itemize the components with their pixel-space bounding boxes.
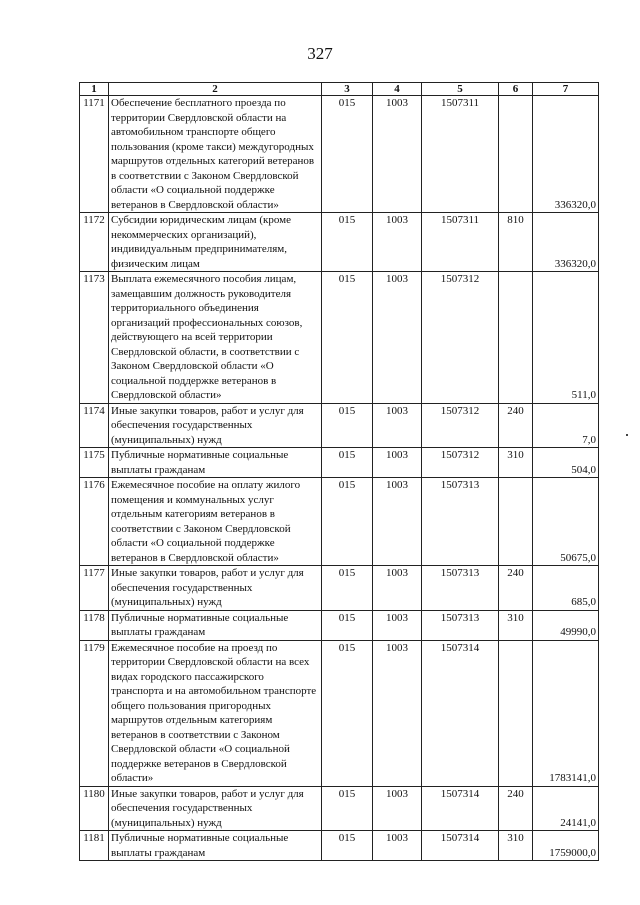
row-col-6: 810 — [499, 213, 533, 272]
table-row — [80, 448, 599, 478]
row-number: 1181 — [80, 831, 109, 861]
row-col-4: 1003 — [373, 786, 422, 831]
row-col-5: 1507313 — [422, 610, 499, 640]
row-col-5: 1507312 — [422, 448, 499, 478]
row-col-3: 015 — [322, 403, 373, 448]
row-col-6 — [499, 478, 533, 566]
row-amount: 336320,0 — [533, 213, 599, 272]
table-row — [80, 610, 599, 640]
table-row — [80, 640, 599, 786]
row-number: 1174 — [80, 403, 109, 448]
row-col-3: 015 — [322, 566, 373, 611]
row-amount: 336320,0 — [533, 96, 599, 213]
row-col-6 — [499, 272, 533, 404]
header-col-7: 7 — [533, 83, 599, 96]
row-col-5: 1507312 — [422, 403, 499, 448]
row-col-6: 240 — [499, 786, 533, 831]
row-col-3: 015 — [322, 610, 373, 640]
scan-speck-mark — [626, 434, 628, 436]
budget-table — [79, 82, 599, 861]
row-col-6 — [499, 96, 533, 213]
row-number: 1175 — [80, 448, 109, 478]
row-number: 1177 — [80, 566, 109, 611]
row-col-3: 015 — [322, 478, 373, 566]
row-number: 1172 — [80, 213, 109, 272]
row-col-6: 310 — [499, 448, 533, 478]
row-name: Обеспечение бесплатного проезда по территории Свердловской области на автомобильном транспорте общего пользования (кроме такси) междугородных маршрутов отдельных категорий ветеранов в соответствии с Законом Свердловской области «О социальной поддержке ветеранов в Свердловской области» — [109, 96, 322, 213]
row-col-3: 015 — [322, 640, 373, 786]
row-col-4: 1003 — [373, 448, 422, 478]
table-row — [80, 786, 599, 831]
row-number: 1173 — [80, 272, 109, 404]
table-row — [80, 96, 599, 213]
row-col-3: 015 — [322, 96, 373, 213]
row-name: Иные закупки товаров, работ и услуг для обеспечения государственных (муниципальных) нужд — [109, 403, 322, 448]
row-name: Субсидии юридическим лицам (кроме некоммерческих организаций), индивидуальным предпринимателям, физическим лицам — [109, 213, 322, 272]
row-col-4: 1003 — [373, 831, 422, 861]
row-col-4: 1003 — [373, 272, 422, 404]
row-name: Ежемесячное пособие на проезд по территории Свердловской области на всех видах городского пассажирского транспорта и на автомобильном транспорте общего пользования пригородных маршрутов отдельным категориям ветеранов в соответствии с Законом Свердловской области «О социальной поддержке ветеранов в Свердловской области» — [109, 640, 322, 786]
row-col-5: 1507313 — [422, 478, 499, 566]
row-col-5: 1507311 — [422, 213, 499, 272]
row-amount: 504,0 — [533, 448, 599, 478]
row-col-6: 310 — [499, 610, 533, 640]
row-col-4: 1003 — [373, 213, 422, 272]
row-col-5: 1507314 — [422, 640, 499, 786]
header-row — [80, 83, 599, 96]
row-col-4: 1003 — [373, 640, 422, 786]
row-amount: 511,0 — [533, 272, 599, 404]
row-number: 1171 — [80, 96, 109, 213]
table-row — [80, 831, 599, 861]
table-row — [80, 213, 599, 272]
row-col-3: 015 — [322, 448, 373, 478]
row-name: Публичные нормативные социальные выплаты гражданам — [109, 448, 322, 478]
row-col-3: 015 — [322, 786, 373, 831]
row-col-5: 1507314 — [422, 786, 499, 831]
header-col-5: 5 — [422, 83, 499, 96]
row-col-4: 1003 — [373, 566, 422, 611]
row-name: Ежемесячное пособие на оплату жилого помещения и коммунальных услуг отдельным категориям ветеранов в соответствии с Законом Свердловской области «О социальной поддержке ветеранов в Свердловской области» — [109, 478, 322, 566]
row-amount: 50675,0 — [533, 478, 599, 566]
header-col-3: 3 — [322, 83, 373, 96]
row-col-6: 310 — [499, 831, 533, 861]
table-row — [80, 478, 599, 566]
row-name: Публичные нормативные социальные выплаты гражданам — [109, 610, 322, 640]
row-col-5: 1507314 — [422, 831, 499, 861]
row-col-6: 240 — [499, 403, 533, 448]
row-amount: 49990,0 — [533, 610, 599, 640]
row-amount: 685,0 — [533, 566, 599, 611]
row-col-4: 1003 — [373, 403, 422, 448]
row-col-5: 1507311 — [422, 96, 499, 213]
row-col-6 — [499, 640, 533, 786]
row-number: 1180 — [80, 786, 109, 831]
row-col-4: 1003 — [373, 96, 422, 213]
page-number: 327 — [307, 44, 333, 63]
row-col-3: 015 — [322, 831, 373, 861]
row-amount: 1783141,0 — [533, 640, 599, 786]
row-amount: 24141,0 — [533, 786, 599, 831]
row-col-6: 240 — [499, 566, 533, 611]
row-col-3: 015 — [322, 272, 373, 404]
table-row — [80, 566, 599, 611]
row-number: 1176 — [80, 478, 109, 566]
row-amount: 1759000,0 — [533, 831, 599, 861]
table-row — [80, 403, 599, 448]
row-number: 1179 — [80, 640, 109, 786]
row-name: Иные закупки товаров, работ и услуг для обеспечения государственных (муниципальных) нужд — [109, 566, 322, 611]
row-number: 1178 — [80, 610, 109, 640]
row-name: Выплата ежемесячного пособия лицам, замещавшим должность руководителя территориального объединения организаций профессиональных союзов, действующего на всей территории Свердловской области, в соответствии с Законом Свердловской области «О социальной поддержке ветеранов в Свердловской области» — [109, 272, 322, 404]
row-col-3: 015 — [322, 213, 373, 272]
row-col-5: 1507312 — [422, 272, 499, 404]
row-col-5: 1507313 — [422, 566, 499, 611]
table-row — [80, 272, 599, 404]
header-col-6: 6 — [499, 83, 533, 96]
header-col-1: 1 — [80, 83, 109, 96]
row-name: Публичные нормативные социальные выплаты гражданам — [109, 831, 322, 861]
header-col-2: 2 — [109, 83, 322, 96]
row-amount: 7,0 — [533, 403, 599, 448]
row-col-4: 1003 — [373, 610, 422, 640]
row-col-4: 1003 — [373, 478, 422, 566]
row-name: Иные закупки товаров, работ и услуг для обеспечения государственных (муниципальных) нужд — [109, 786, 322, 831]
header-col-4: 4 — [373, 83, 422, 96]
